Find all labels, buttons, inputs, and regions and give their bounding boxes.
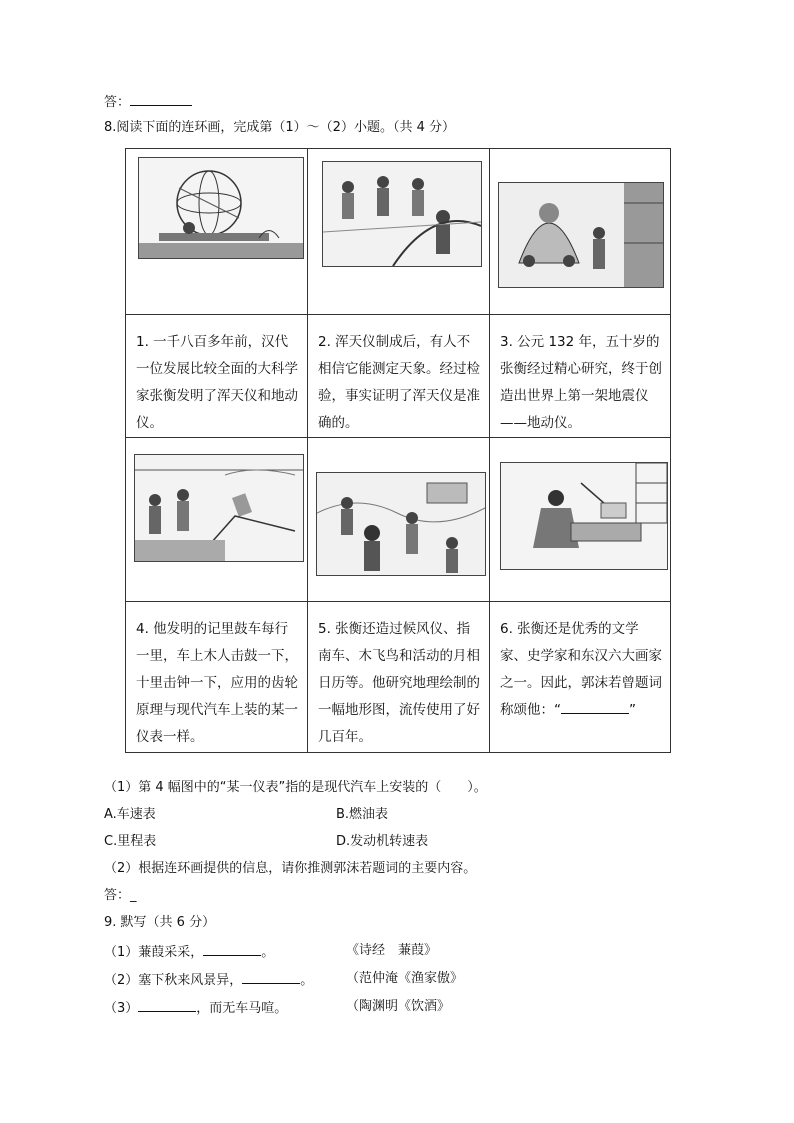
- panel-6-answer-blank[interactable]: [561, 700, 629, 714]
- q9-item-1-blank[interactable]: [203, 942, 261, 956]
- drum-cart-illustration: [134, 454, 304, 562]
- option-a[interactable]: A.车速表: [104, 807, 156, 822]
- panel-6-caption-text: 6. 张衡还是优秀的文学家、史学家和东汉六大画家之一。因此，郭沫若曾题词称颂他：“: [500, 621, 662, 718]
- panel-1-caption-cell: [126, 315, 308, 438]
- panel-6-caption: [490, 602, 670, 724]
- q9-item-1-end: 。: [261, 945, 275, 960]
- seismograph-illustration: [498, 182, 664, 288]
- q9-item-2: [104, 970, 313, 990]
- q8-sub1: （1）第 4 幅图中的“某一仪表”指的是现代汽车上安装的（ ）。: [104, 780, 487, 795]
- comic-table: [125, 148, 671, 753]
- panel-1-image-cell: [126, 149, 308, 315]
- q8-sub2: （2）根据连环画提供的信息，请你推测郭沫若题词的主要内容。: [104, 861, 477, 876]
- panel-6-caption-cell: [490, 602, 671, 753]
- option-b[interactable]: B.燃油表: [336, 807, 389, 822]
- q9-item-3-source: （陶渊明《饮酒》: [346, 999, 451, 1014]
- q9-item-2-end: 。: [300, 973, 314, 988]
- option-c[interactable]: C.里程表: [104, 834, 157, 849]
- panel-2-caption-cell: [308, 315, 490, 438]
- q9-item-1: [104, 942, 274, 962]
- panel-6-image-cell: [490, 438, 671, 602]
- option-d[interactable]: D.发动机转速表: [336, 834, 429, 849]
- panel-3-caption-cell: [490, 315, 671, 438]
- q9-item-1-text: （1）蒹葭采采，: [104, 945, 204, 960]
- q9-item-3-blank[interactable]: [138, 998, 196, 1012]
- q9-title: 9. 默写（共 6 分）: [104, 915, 216, 930]
- q9-item-2-blank[interactable]: [242, 970, 300, 984]
- panel-2-image-cell: [308, 149, 490, 315]
- panel-2-caption: 2. 浑天仪制成后，有人不相信它能测定天象。经过检验，事实证明了浑天仪是准确的。: [318, 334, 480, 431]
- panel-4-caption: 4. 他发明的记里鼓车每行一里，车上木人击鼓一下，十里击钟一下，应用的齿轮原理与现代汽车上装的某一仪表一样。: [136, 621, 298, 745]
- q9-item-3-end: ，而无车马喧。: [196, 1001, 288, 1016]
- panel-5-caption: 5. 张衡还造过候风仪、指南车、木飞鸟和活动的月相日历等。他研究地理绘制的一幅地形图，流传使用了好几百年。: [318, 621, 480, 745]
- prev-answer-line: [104, 92, 192, 112]
- q9-item-2-text: （2）塞下秋来风景异，: [104, 973, 243, 988]
- prev-answer-label: 答：: [104, 95, 131, 110]
- q9-item-3-text: （3）: [104, 1001, 139, 1016]
- panel-3-image-cell: [490, 149, 671, 315]
- panel-1-caption: 1. 一千八百多年前，汉代一位发展比较全面的大科学家张衡发明了浑天仪和地动仪。: [136, 334, 298, 431]
- scholar-writing-illustration: [500, 462, 668, 570]
- panel-5-image-cell: [308, 438, 490, 602]
- q9-item-2-source: （范仲淹《渔家傲》: [346, 971, 464, 986]
- panel-4-image-cell: [126, 438, 308, 602]
- panel-6-caption-close-quote: ”: [629, 702, 636, 718]
- panel-4-caption-cell: [126, 602, 308, 753]
- armillary-sphere-illustration: [138, 157, 304, 259]
- crowd-landscape-illustration: [316, 472, 486, 576]
- prev-answer-blank[interactable]: [130, 92, 192, 106]
- officials-gathering-illustration: [322, 161, 482, 267]
- panel-3-caption: 3. 公元 132 年，五十岁的张衡经过精心研究，终于创造出世界上第一架地震仪——地动仪。: [500, 334, 662, 431]
- q8-answer-line[interactable]: 答：_: [104, 888, 137, 903]
- q8-title: 8.阅读下面的连环画，完成第（1）～（2）小题。（共 4 分）: [104, 120, 455, 135]
- panel-5-caption-cell: [308, 602, 490, 753]
- q9-item-3: [104, 998, 287, 1018]
- q9-item-1-source: 《诗经 蒹葭》: [346, 943, 438, 958]
